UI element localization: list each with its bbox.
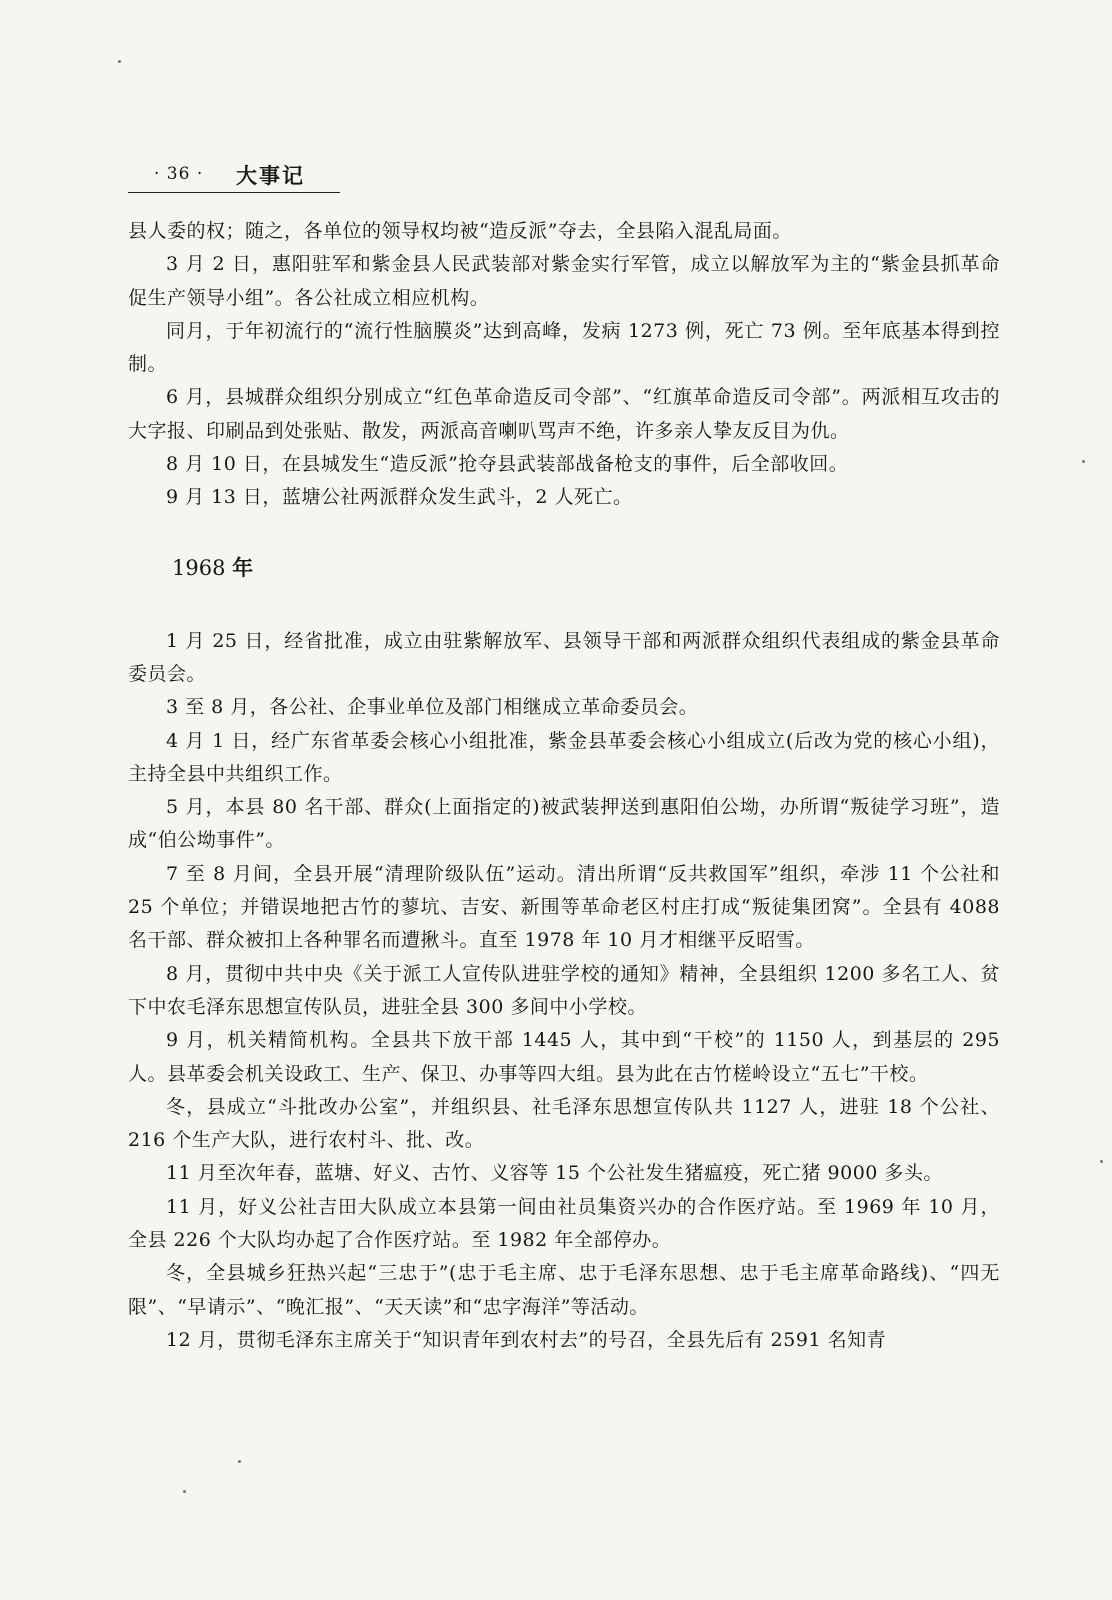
scan-speck	[118, 60, 121, 63]
paragraph: 5 月，本县 80 名干部、群众(上面指定的)被武装押送到惠阳伯公坳，办所谓“叛徒学习班”，造成“伯公坳事件”。	[128, 796, 1000, 852]
year-suffix: 年	[232, 555, 254, 580]
paragraph: 12 月，贯彻毛泽东主席关于“知识青年到农村去”的号召，全县先后有 2591 名知青	[166, 1328, 887, 1351]
year-number: 1968	[172, 555, 226, 580]
page-header	[128, 160, 340, 193]
paragraph: 同月，于年初流行的“流行性脑膜炎”达到高峰，发病 1273 例，死亡 73 例。至年底基本得到控制。	[128, 319, 1000, 376]
paragraph: 9 月 13 日，蓝塘公社两派群众发生武斗，2 人死亡。	[166, 486, 633, 509]
paragraph: 8 月 10 日，在县城发生“造反派”抢夺县武装部战备枪支的事件，后全部收回。	[166, 453, 849, 476]
paragraph: 冬，县成立“斗批改办公室”，并组织县、社毛泽东思想宣传队共 1127 人，进驻 18 个公社、216 个生产大队，进行农村斗、批、改。	[128, 1095, 1000, 1152]
paragraph: 冬，全县城乡狂热兴起“三忠于”(忠于毛主席、忠于毛泽东思想、忠于毛主席革命路线)、“四无限”、“早请示”、“晚汇报”、“天天读”和“忠字海洋”等活动。	[128, 1262, 1000, 1318]
header-title: 大事记	[236, 164, 305, 188]
paragraph: 1 月 25 日，经省批准，成立由驻紫解放军、县领导干部和两派群众组织代表组成的紫金县革命委员会。	[128, 629, 1000, 685]
paragraph: 县人委的权；随之，各单位的领导权均被“造反派”夺去，全县陷入混乱局面。	[128, 220, 792, 242]
paragraph: 6 月，县城群众组织分别成立“红色革命造反司令部”、“红旗革命造反司令部”。两派相互攻击的大字报、印刷品到处张贴、散发，两派高音喇叭骂声不绝，许多亲人挚友反目为仇。	[128, 386, 1000, 442]
paragraph: 3 月 2 日，惠阳驻军和紫金县人民武装部对紫金实行军管，成立以解放军为主的“紫金县抓革命促生产领导小组”。各公社成立相应机构。	[128, 253, 1000, 309]
page-number: · 36 ·	[154, 164, 204, 184]
scan-speck	[1100, 1160, 1103, 1163]
scan-speck	[1082, 460, 1085, 463]
section-1968	[128, 625, 1000, 1358]
scan-speck	[183, 1490, 186, 1493]
paragraph: 9 月，机关精简机构。全县共下放干部 1445 人，其中到“干校”的 1150 人，到基层的 295 人。县革委会机关设政工、生产、保卫、办事等四大组。县为此在古竹槎岭设立“五七”干校。	[128, 1029, 1000, 1085]
section-1967	[128, 215, 1000, 515]
year-heading	[172, 548, 1000, 588]
page-body	[128, 215, 1000, 1357]
paragraph: 8 月，贯彻中共中央《关于派工人宣传队进驻学校的通知》精神，全县组织 1200 多名工人、贫下中农毛泽东思想宣传队员，进驻全县 300 多间中小学校。	[128, 962, 1000, 1018]
paragraph: 4 月 1 日，经广东省革委会核心小组批准，紫金县革委会核心小组成立(后改为党的核心小组)，主持全县中共组织工作。	[128, 729, 1000, 785]
paragraph: 11 月，好义公社吉田大队成立本县第一间由社员集资兴办的合作医疗站。至 1969 年 10 月，全县 226 个大队均办起了合作医疗站。至 1982 年全部停办。	[128, 1195, 1000, 1252]
paragraph: 11 月至次年春，蓝塘、好义、古竹、义容等 15 个公社发生猪瘟疫，死亡猪 9000 多头。	[166, 1162, 943, 1185]
paragraph: 7 至 8 月间，全县开展“清理阶级队伍”运动。清出所谓“反共救国军”组织，牵涉 11 个公社和 25 个单位；并错误地把古竹的蓼坑、吉安、新围等革命老区村庄打成“叛徒集团窝”。全县有 4088 名干部、群众被扣上各种罪名而遭揪斗。直至 1978 年 10 月才相继平反昭雪。	[128, 862, 1000, 952]
scan-speck	[238, 1460, 241, 1463]
paragraph: 3 至 8 月，各公社、企事业单位及部门相继成立革命委员会。	[166, 696, 699, 719]
